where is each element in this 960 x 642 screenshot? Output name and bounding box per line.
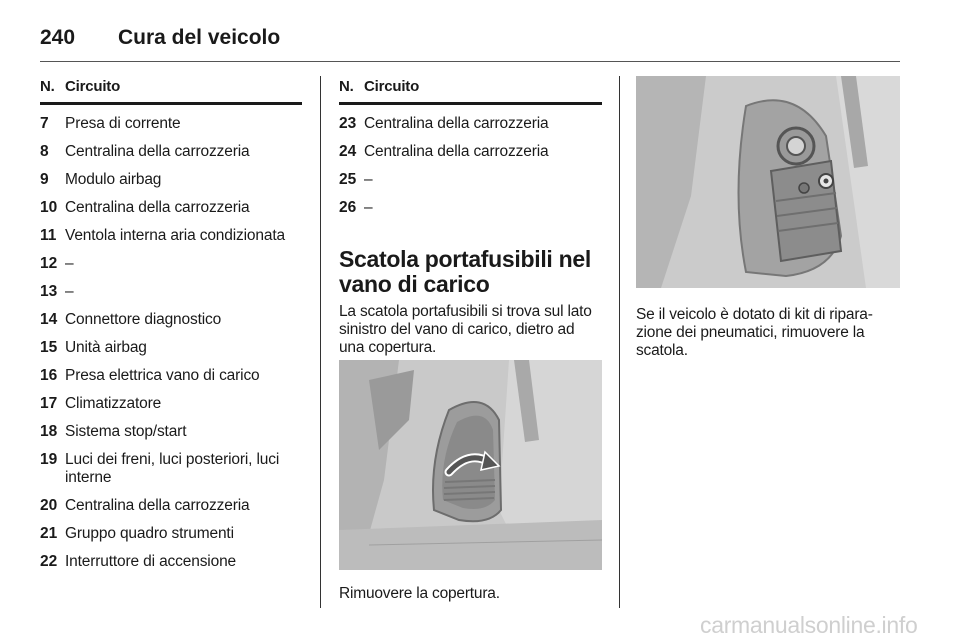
table-row	[40, 553, 302, 571]
circuit-name: Centralina della carrozzeria	[65, 199, 250, 216]
fuse-number: 15	[40, 339, 58, 356]
header-divider	[40, 61, 900, 62]
circuit-name: Presa elettrica vano di carico	[65, 367, 260, 384]
circuit-name: Unità airbag	[65, 339, 147, 356]
table-row	[40, 283, 302, 301]
column-divider	[320, 76, 321, 608]
fuse-number: 7	[40, 115, 49, 132]
circuit-name: –	[65, 255, 74, 272]
table-row	[40, 227, 302, 245]
fuse-number: 11	[40, 227, 57, 244]
circuit-name: –	[364, 171, 373, 188]
column-header-circuit: Circuito	[364, 78, 420, 95]
circuit-name: Ventola interna aria condizionata	[65, 227, 285, 244]
table-row	[40, 451, 302, 487]
table-header	[40, 78, 302, 105]
circuit-name: Presa di corrente	[65, 115, 181, 132]
circuit-name: Interruttore di accensione	[65, 553, 237, 570]
table-row	[339, 199, 602, 217]
fuse-table-right	[339, 78, 602, 357]
figure-caption: Rimuovere la copertura.	[339, 585, 500, 602]
table-row	[40, 497, 302, 515]
column-header-circuit: Circuito	[65, 78, 121, 95]
fuse-number: 26	[339, 199, 357, 216]
circuit-name: Centralina della carrozzeria	[65, 497, 250, 514]
table-row	[40, 311, 302, 329]
column-header-number: N.	[40, 78, 55, 95]
fuse-number: 9	[40, 171, 49, 188]
table-row	[40, 199, 302, 217]
fuse-number: 19	[40, 451, 58, 468]
page-title: Cura del veicolo	[118, 26, 281, 49]
fuse-number: 13	[40, 283, 58, 300]
table-row	[40, 115, 302, 133]
table-row	[40, 339, 302, 357]
circuit-name: Climatizzatore	[65, 395, 162, 412]
circuit-name: –	[65, 283, 74, 300]
fuse-number: 16	[40, 367, 58, 384]
page-number: 240	[40, 26, 76, 49]
table-header	[339, 78, 602, 105]
table-row	[40, 171, 302, 189]
fuse-number: 18	[40, 423, 58, 440]
fuse-number: 8	[40, 143, 49, 160]
fuse-number: 23	[339, 115, 357, 132]
watermark: carmanualsonline.info	[700, 612, 918, 638]
fuse-number: 20	[40, 497, 58, 514]
circuit-name: –	[364, 199, 373, 216]
table-row	[40, 525, 302, 543]
table-row	[40, 395, 302, 413]
page-header	[40, 18, 280, 58]
circuit-name: Connettore diagnostico	[65, 311, 222, 328]
table-row	[40, 423, 302, 441]
fuse-number: 10	[40, 199, 58, 216]
table-row	[339, 143, 602, 161]
table-row	[40, 367, 302, 385]
circuit-name: Centralina della carrozzeria	[65, 143, 250, 160]
section-paragraph: La scatola portafusibili si trova sul lato sinistro del vano di carico, dietro ad una copertura.	[339, 303, 592, 356]
section-title: Scatola portafusibili nel vano di carico	[339, 246, 591, 297]
fuse-number: 12	[40, 255, 58, 272]
table-row	[339, 115, 602, 133]
fuse-number: 25	[339, 171, 357, 188]
fuse-number: 17	[40, 395, 58, 412]
fuse-number: 24	[339, 143, 357, 160]
circuit-name: Modulo airbag	[65, 171, 162, 188]
fuse-number: 21	[40, 525, 58, 542]
figure-caption: Se il veicolo è dotato di kit di ripara-zione dei pneumatici, rimuovere la scatola.	[636, 306, 873, 359]
column-header-number: N.	[339, 78, 354, 95]
circuit-name: Luci dei freni, luci posteriori, luci interne	[65, 451, 280, 486]
cargo-cover-illustration	[339, 360, 602, 570]
circuit-name: Gruppo quadro strumenti	[65, 525, 234, 542]
table-row	[40, 255, 302, 273]
table-row	[339, 171, 602, 189]
column-divider	[619, 76, 620, 608]
fuse-number: 14	[40, 311, 58, 328]
circuit-name: Centralina della carrozzeria	[364, 115, 549, 132]
fuse-number: 22	[40, 553, 58, 570]
table-row	[40, 143, 302, 161]
fuse-box-illustration	[636, 76, 900, 288]
circuit-name: Sistema stop/start	[65, 423, 187, 440]
fuse-table-left	[40, 78, 302, 571]
circuit-name: Centralina della carrozzeria	[364, 143, 549, 160]
